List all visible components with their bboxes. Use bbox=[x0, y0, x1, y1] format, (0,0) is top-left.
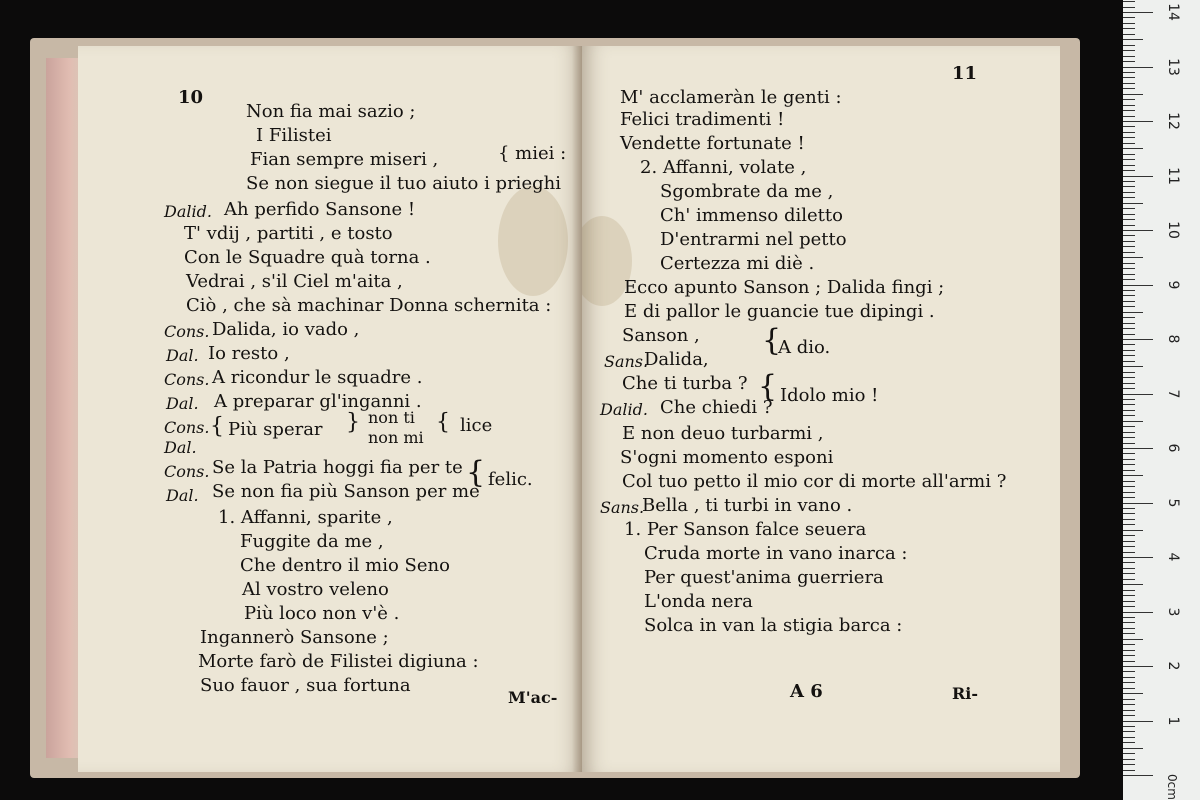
speaker-label: Sans. bbox=[604, 352, 649, 371]
ruler-tick bbox=[1123, 764, 1135, 765]
verse-line: A ricondur le squadre . bbox=[212, 367, 423, 388]
ruler-tick bbox=[1123, 39, 1143, 40]
speaker-label: Dal. bbox=[164, 438, 197, 457]
ruler-tick bbox=[1123, 56, 1135, 57]
verse-line: Felici tradimenti ! bbox=[620, 109, 785, 130]
verse-line: Con le Squadre quà torna . bbox=[184, 247, 431, 268]
ruler-tick bbox=[1123, 301, 1135, 302]
ruler-tick bbox=[1123, 12, 1153, 13]
ruler-tick bbox=[1123, 339, 1153, 340]
ruler-tick bbox=[1123, 323, 1135, 324]
ruler-tick bbox=[1123, 285, 1153, 286]
ruler-tick bbox=[1123, 214, 1135, 215]
ruler-tick bbox=[1123, 753, 1135, 754]
ruler-tick bbox=[1123, 197, 1135, 198]
ruler-tick bbox=[1123, 432, 1135, 433]
ruler-tick bbox=[1123, 126, 1135, 127]
verse-line: Più loco non v'è . bbox=[244, 603, 400, 624]
ruler-tick bbox=[1123, 748, 1143, 749]
ruler-tick bbox=[1123, 568, 1135, 569]
signature-mark: A 6 bbox=[790, 681, 823, 702]
ruler-tick bbox=[1123, 655, 1135, 656]
ruler-tick bbox=[1123, 17, 1135, 18]
verse-line: Idolo mio ! bbox=[780, 385, 879, 406]
ruler-tick bbox=[1123, 513, 1135, 514]
ruler-tick bbox=[1123, 137, 1135, 138]
verse-line: Fuggite da me , bbox=[240, 531, 384, 552]
ruler-tick bbox=[1123, 448, 1153, 449]
brace-symbol: { bbox=[436, 410, 450, 435]
ruler-tick bbox=[1123, 639, 1143, 640]
ruler-tick bbox=[1123, 415, 1135, 416]
ruler-tick bbox=[1123, 34, 1135, 35]
ruler-number: 13 bbox=[1165, 57, 1181, 76]
verse-line: E non deuo turbarmi , bbox=[622, 423, 824, 444]
ruler-tick bbox=[1123, 666, 1153, 667]
verse-line: I Filistei bbox=[256, 125, 332, 146]
ruler-tick bbox=[1123, 399, 1135, 400]
speaker-label: Dal. bbox=[166, 394, 199, 413]
ruler-number: 2 bbox=[1165, 661, 1181, 671]
paper-stain bbox=[498, 186, 568, 296]
ruler-tick bbox=[1123, 612, 1153, 613]
ruler-number: 5 bbox=[1165, 498, 1181, 507]
ruler-tick bbox=[1123, 731, 1135, 732]
ruler-tick bbox=[1123, 105, 1135, 106]
ruler-number: 9 bbox=[1165, 280, 1181, 289]
ruler-tick bbox=[1123, 677, 1135, 678]
ruler-tick bbox=[1123, 388, 1135, 389]
ruler-tick bbox=[1123, 584, 1143, 585]
verse-line: Al vostro veleno bbox=[242, 579, 389, 600]
verse-line: 1. Affanni, sparite , bbox=[218, 507, 393, 528]
ruler-tick bbox=[1123, 241, 1135, 242]
verse-line: A dio. bbox=[778, 337, 831, 358]
speaker-label: Sans. bbox=[600, 498, 645, 517]
verse-line: M' acclameràn le genti : bbox=[620, 87, 842, 108]
verse-line: Ingannerò Sansone ; bbox=[200, 627, 389, 648]
ruler-tick bbox=[1123, 622, 1135, 623]
catchword: Ri- bbox=[952, 684, 979, 703]
ruler-tick bbox=[1123, 737, 1135, 738]
ruler-tick bbox=[1123, 83, 1135, 84]
verse-line: Dalida, bbox=[644, 349, 709, 370]
ruler-tick bbox=[1123, 246, 1135, 247]
brace-symbol: { bbox=[466, 455, 486, 490]
ruler-tick bbox=[1123, 99, 1135, 100]
verse-line: Fian sempre miseri , bbox=[250, 149, 439, 170]
brace-symbol: { bbox=[210, 414, 224, 439]
ruler-tick bbox=[1123, 154, 1135, 155]
ruler-tick bbox=[1123, 475, 1143, 476]
ruler-tick bbox=[1123, 552, 1135, 553]
verse-line: Se non fia più Sanson per me bbox=[212, 481, 480, 502]
verse-line: Ciò , che sà machinar Donna schernita : bbox=[186, 295, 552, 316]
ruler-tick bbox=[1123, 770, 1135, 771]
ruler-tick bbox=[1123, 263, 1135, 264]
ruler-tick bbox=[1123, 132, 1135, 133]
ruler-number: 4 bbox=[1165, 552, 1181, 562]
verse-line: { miei : bbox=[498, 143, 567, 164]
brace-symbol: { bbox=[758, 369, 778, 404]
speaker-label: Cons. bbox=[164, 370, 210, 389]
ruler-tick bbox=[1123, 426, 1135, 427]
ruler-tick bbox=[1123, 742, 1135, 743]
verse-line: felic. bbox=[488, 469, 533, 490]
ruler-tick bbox=[1123, 203, 1143, 204]
ruler-tick bbox=[1123, 573, 1135, 574]
ruler-tick bbox=[1123, 268, 1135, 269]
ruler-tick bbox=[1123, 94, 1143, 95]
ruler-tick bbox=[1123, 530, 1143, 531]
ruler-tick bbox=[1123, 503, 1153, 504]
catchword: M'ac- bbox=[508, 688, 558, 707]
ruler-tick bbox=[1123, 383, 1135, 384]
verse-line: E di pallor le guancie tue dipingi . bbox=[624, 301, 935, 322]
ruler-tick bbox=[1123, 121, 1153, 122]
ruler-tick bbox=[1123, 279, 1135, 280]
ruler-tick bbox=[1123, 601, 1135, 602]
verse-line: D'entrarmi nel petto bbox=[660, 229, 847, 250]
verse-line: Dalida, io vado , bbox=[212, 319, 360, 340]
verse-line: Sgombrate da me , bbox=[660, 181, 834, 202]
brace-symbol: } bbox=[346, 410, 360, 435]
ruler-tick bbox=[1123, 453, 1135, 454]
speaker-label: Cons. bbox=[164, 322, 210, 341]
ruler-tick bbox=[1123, 595, 1135, 596]
ruler-tick bbox=[1123, 628, 1135, 629]
ruler-tick bbox=[1123, 148, 1143, 149]
ruler-tick bbox=[1123, 497, 1135, 498]
verse-line: Non fia mai sazio ; bbox=[246, 101, 416, 122]
ruler-tick bbox=[1123, 759, 1135, 760]
ruler-tick bbox=[1123, 661, 1135, 662]
ruler-tick bbox=[1123, 110, 1135, 111]
ruler-tick bbox=[1123, 508, 1135, 509]
speaker-label: Dalid. bbox=[600, 400, 648, 419]
ruler-tick bbox=[1123, 312, 1143, 313]
verse-line: lice bbox=[460, 415, 493, 436]
ruler-tick bbox=[1123, 492, 1135, 493]
verse-line: Ch' immenso diletto bbox=[660, 205, 843, 226]
ruler-tick bbox=[1123, 355, 1135, 356]
ruler-tick bbox=[1123, 546, 1135, 547]
ruler-tick bbox=[1123, 524, 1135, 525]
ruler-tick bbox=[1123, 186, 1135, 187]
verse-line: Cruda morte in vano inarca : bbox=[644, 543, 908, 564]
ruler-tick bbox=[1123, 290, 1135, 291]
ruler-tick bbox=[1123, 519, 1135, 520]
ruler-tick bbox=[1123, 633, 1135, 634]
verse-line: Se la Patria hoggi fia per te bbox=[212, 457, 463, 478]
ruler-number: 14 bbox=[1165, 3, 1181, 21]
ruler-tick bbox=[1123, 181, 1135, 182]
ruler-tick bbox=[1123, 437, 1135, 438]
ruler-tick bbox=[1123, 644, 1135, 645]
ruler-tick bbox=[1123, 710, 1135, 711]
ruler-number: 10 bbox=[1165, 221, 1181, 239]
speaker-label: Cons. bbox=[164, 462, 210, 481]
verse-line: Certezza mi diè . bbox=[660, 253, 815, 274]
brace-symbol: { bbox=[762, 323, 782, 358]
ruler-tick bbox=[1123, 410, 1135, 411]
speaker-label: Dalid. bbox=[164, 202, 212, 221]
verse-line: Morte farò de Filistei digiuna : bbox=[198, 651, 479, 672]
page-number: 11 bbox=[952, 63, 978, 84]
ruler-tick bbox=[1123, 394, 1153, 395]
ruler-tick bbox=[1123, 459, 1135, 460]
ruler-tick bbox=[1123, 67, 1153, 68]
ruler-tick bbox=[1123, 361, 1135, 362]
ruler-number: 7 bbox=[1165, 389, 1181, 398]
ruler-tick bbox=[1123, 225, 1135, 226]
verse-line: T' vdij , partiti , e tosto bbox=[184, 223, 393, 244]
ruler-tick bbox=[1123, 606, 1135, 607]
ruler-tick bbox=[1123, 77, 1135, 78]
verse-line: L'onda nera bbox=[644, 591, 753, 612]
ruler-number: 1 bbox=[1165, 716, 1181, 725]
ruler-unit-label: 0cm bbox=[1164, 774, 1179, 800]
ruler-tick bbox=[1123, 328, 1135, 329]
ruler-tick bbox=[1123, 541, 1135, 542]
ruler-tick bbox=[1123, 252, 1135, 253]
ruler-tick bbox=[1123, 464, 1135, 465]
verse-line: 1. Per Sanson falce seuera bbox=[624, 519, 867, 540]
ruler-tick bbox=[1123, 235, 1135, 236]
verse-line: Ah perfido Sansone ! bbox=[224, 199, 416, 220]
verse-line: Che ti turba ? bbox=[622, 373, 748, 394]
ruler-tick bbox=[1123, 230, 1153, 231]
ruler-tick bbox=[1123, 579, 1135, 580]
ruler-tick bbox=[1123, 617, 1135, 618]
ruler-number: 11 bbox=[1165, 166, 1181, 185]
ruler-tick bbox=[1123, 7, 1135, 8]
ruler-tick bbox=[1123, 671, 1135, 672]
ruler-tick bbox=[1123, 704, 1135, 705]
verse-line: Solca in van la stigia barca : bbox=[644, 615, 903, 636]
ruler-tick bbox=[1123, 726, 1135, 727]
verse-line: Bella , ti turbi in vano . bbox=[642, 495, 853, 516]
ruler-tick bbox=[1123, 715, 1135, 716]
verse-line: 2. Affanni, volate , bbox=[640, 157, 807, 178]
ruler-tick bbox=[1123, 535, 1135, 536]
ruler-tick bbox=[1123, 159, 1135, 160]
measuring-ruler bbox=[1123, 0, 1200, 800]
verse-line: Se non siegue il tuo aiuto i prieghi bbox=[246, 173, 561, 194]
ruler-tick bbox=[1123, 176, 1153, 177]
speaker-label: Dal. bbox=[166, 346, 199, 365]
ruler-tick bbox=[1123, 61, 1135, 62]
speaker-label: Dal. bbox=[166, 486, 199, 505]
verse-line: Che dentro il mio Seno bbox=[240, 555, 450, 576]
ruler-tick bbox=[1123, 170, 1135, 171]
ruler-tick bbox=[1123, 192, 1135, 193]
ruler-tick bbox=[1123, 470, 1135, 471]
left-page bbox=[78, 46, 582, 772]
ruler-tick bbox=[1123, 366, 1143, 367]
ruler-tick bbox=[1123, 344, 1135, 345]
ruler-tick bbox=[1123, 443, 1135, 444]
ruler-tick bbox=[1123, 219, 1135, 220]
ruler-tick bbox=[1123, 372, 1135, 373]
ruler-number: 12 bbox=[1165, 112, 1181, 130]
ruler-tick bbox=[1123, 28, 1135, 29]
ruler-tick bbox=[1123, 486, 1135, 487]
verse-line: A preparar gl'inganni . bbox=[214, 391, 422, 412]
verse-line: Vendette fortunate ! bbox=[620, 133, 805, 154]
ruler-tick bbox=[1123, 481, 1135, 482]
ruler-tick bbox=[1123, 377, 1135, 378]
ruler-tick bbox=[1123, 143, 1135, 144]
ruler-tick bbox=[1123, 693, 1143, 694]
verse-line: Io resto , bbox=[208, 343, 290, 364]
ruler-tick bbox=[1123, 208, 1135, 209]
ruler-tick bbox=[1123, 775, 1153, 776]
verse-line: Per quest'anima guerriera bbox=[644, 567, 884, 588]
ruler-tick bbox=[1123, 721, 1153, 722]
ruler-tick bbox=[1123, 404, 1135, 405]
ruler-number: 6 bbox=[1165, 443, 1181, 453]
ruler-tick bbox=[1123, 557, 1153, 558]
ruler-tick bbox=[1123, 274, 1135, 275]
ruler-tick bbox=[1123, 165, 1135, 166]
ruler-tick bbox=[1123, 23, 1135, 24]
ruler-tick bbox=[1123, 257, 1143, 258]
ruler-tick bbox=[1123, 116, 1135, 117]
ruler-tick bbox=[1123, 590, 1135, 591]
ruler-tick bbox=[1123, 1, 1135, 2]
ruler-tick bbox=[1123, 650, 1135, 651]
ruler-tick bbox=[1123, 562, 1135, 563]
right-page bbox=[582, 46, 1060, 772]
verse-line: non ti bbox=[368, 408, 415, 427]
ruler-tick bbox=[1123, 88, 1135, 89]
ruler-tick bbox=[1123, 682, 1135, 683]
verse-line: Che chiedi ? bbox=[660, 397, 773, 418]
ruler-tick bbox=[1123, 350, 1135, 351]
ruler-tick bbox=[1123, 334, 1135, 335]
verse-line: Sanson , bbox=[622, 325, 700, 346]
verse-line: Ecco apunto Sanson ; Dalida fingi ; bbox=[624, 277, 945, 298]
ruler-tick bbox=[1123, 306, 1135, 307]
verse-line: Più sperar bbox=[228, 419, 323, 440]
ruler-tick bbox=[1123, 317, 1135, 318]
ruler-tick bbox=[1123, 45, 1135, 46]
ruler-tick bbox=[1123, 50, 1135, 51]
ruler-tick bbox=[1123, 699, 1135, 700]
speaker-label: Cons. bbox=[164, 418, 210, 437]
ruler-tick bbox=[1123, 688, 1135, 689]
ruler-tick bbox=[1123, 421, 1143, 422]
ruler-number: 8 bbox=[1165, 334, 1181, 344]
ruler-tick bbox=[1123, 295, 1135, 296]
verse-line: Col tuo petto il mio cor di morte all'armi ? bbox=[622, 471, 1007, 492]
ruler-number: 3 bbox=[1165, 607, 1181, 616]
verse-line: Suo fauor , sua fortuna bbox=[200, 675, 411, 696]
verse-line: S'ogni momento esponi bbox=[620, 447, 834, 468]
ruler-tick bbox=[1123, 72, 1135, 73]
verse-line: non mi bbox=[368, 428, 424, 447]
page-number: 10 bbox=[178, 87, 204, 108]
verse-line: Vedrai , s'il Ciel m'aita , bbox=[186, 271, 403, 292]
